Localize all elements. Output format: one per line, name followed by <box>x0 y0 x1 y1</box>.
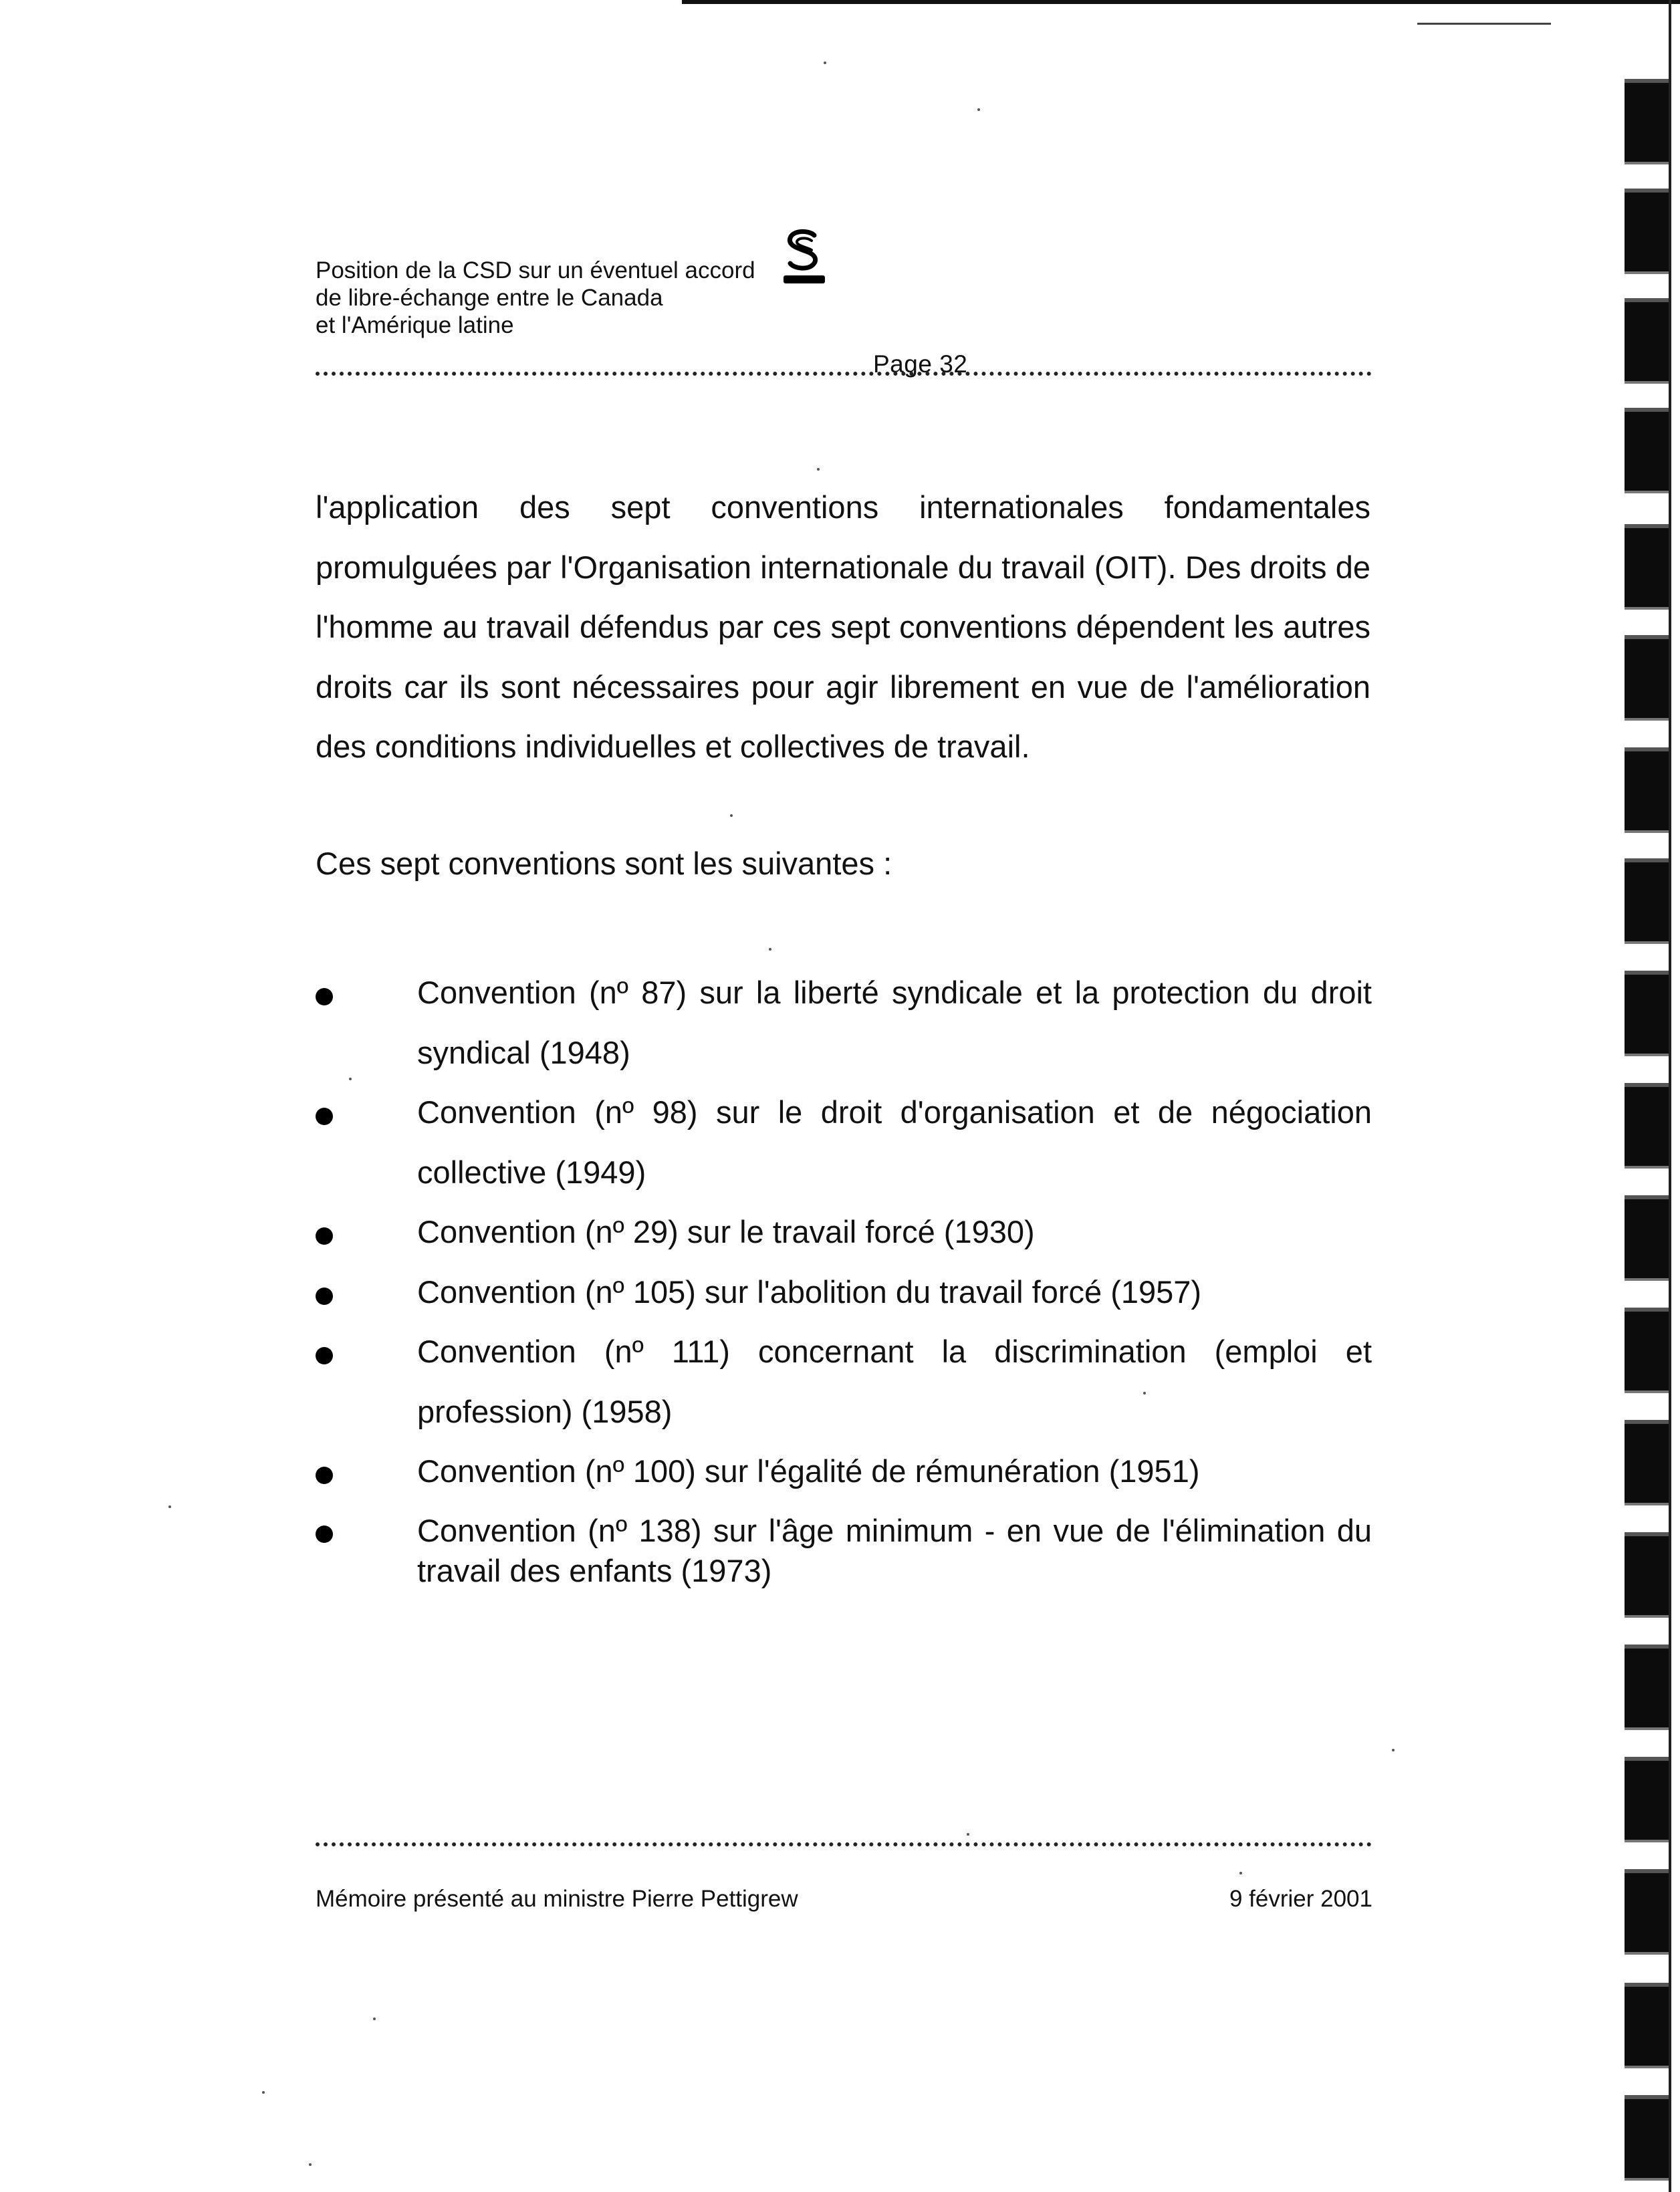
list-item <box>316 1082 1372 1202</box>
binding-hole <box>1625 1420 1669 1505</box>
binding-hole <box>1625 747 1669 833</box>
binding-hole <box>1625 408 1669 493</box>
list-item <box>316 1322 1372 1441</box>
bullet-icon <box>316 1526 333 1543</box>
scan-speck <box>824 62 826 64</box>
footer-memo-label: Mémoire présenté au ministre Pierre Pettigrew <box>316 1886 798 1912</box>
binding-hole <box>1625 524 1669 610</box>
list-item <box>316 1511 1372 1591</box>
scan-speck <box>349 1078 352 1080</box>
binding-hole <box>1625 635 1669 721</box>
list-item-text: Convention (nº 105) sur l'abolition du travail forcé (1957) <box>417 1273 1202 1310</box>
scan-speck <box>1239 1872 1242 1874</box>
scan-speck <box>769 948 771 951</box>
scan-speck <box>967 1833 969 1836</box>
document-title: Position de la CSD sur un éventuel accord de libre-échange entre le Canada et l'Amérique latine <box>316 257 755 338</box>
scan-speck <box>309 2163 312 2166</box>
page-header <box>316 257 1372 339</box>
list-item-text: Convention (nº 29) sur le travail forcé (1930) <box>417 1214 1035 1249</box>
list-item-text: Convention (nº 100) sur l'égalité de rémunération (1951) <box>417 1453 1200 1489</box>
list-item-text: Convention (nº 138) sur l'âge minimum - en vue de l'élimination du travail des enfants (1973) <box>417 1512 1372 1588</box>
binding-hole <box>1625 1869 1669 1955</box>
page-number: Page 32 <box>873 350 968 378</box>
list-item <box>316 963 1372 1082</box>
bullet-icon <box>316 1108 333 1125</box>
binding-hole <box>1625 858 1669 944</box>
scan-speck <box>817 468 820 471</box>
binding-hole <box>1625 1645 1669 1730</box>
binding-hole <box>1625 2095 1669 2181</box>
list-item <box>316 1202 1372 1262</box>
header-dotted-rule <box>316 372 1372 376</box>
scan-top-edge-line <box>1417 23 1551 25</box>
list-item <box>316 1441 1372 1501</box>
scan-speck <box>1392 1749 1395 1751</box>
scan-speck <box>730 814 733 817</box>
binding-hole <box>1625 971 1669 1056</box>
scan-speck <box>168 1505 171 1508</box>
list-item-text: Convention (nº 111) concernant la discrimination (emploi et profession) (1958) <box>417 1334 1372 1429</box>
bullet-icon <box>316 1227 333 1245</box>
conventions-list <box>316 963 1372 1591</box>
bullet-icon <box>316 1347 333 1364</box>
scan-speck <box>977 108 980 111</box>
binding-hole <box>1625 1083 1669 1169</box>
bullet-icon <box>316 1467 333 1484</box>
scan-speck <box>373 2018 376 2020</box>
list-intro: Ces sept conventions sont les suivantes : <box>316 846 892 881</box>
binding-hole <box>1625 79 1669 164</box>
list-item-text: Convention (nº 87) sur la liberté syndicale et la protection du droit syndical (1948) <box>417 975 1372 1070</box>
binding-hole <box>1625 1983 1669 2068</box>
bullet-icon <box>316 1288 333 1305</box>
csd-logo <box>781 227 828 287</box>
list-item <box>316 1262 1372 1322</box>
binding-hole <box>1625 189 1669 274</box>
body-paragraph: l'application des sept conventions internationales fondamentales promulguées par l'Organisation internationale du travail (OIT). Des droits de l'homme au travail défendus par ces sept conventions dépendent les autres droits car ils sont nécessaires pour agir librement en vue de l'amélioration des conditions individuelles et collectives de travail. <box>316 489 1370 764</box>
binding-hole <box>1625 1757 1669 1842</box>
binding-hole <box>1625 298 1669 384</box>
binding-hole <box>1625 1195 1669 1281</box>
binding-hole <box>1625 1308 1669 1393</box>
list-item-text: Convention (nº 98) sur le droit d'organisation et de négociation collective (1949) <box>417 1094 1372 1190</box>
spiral-binding <box>1615 0 1680 2192</box>
scan-speck <box>262 2091 265 2094</box>
footer-date: 9 février 2001 <box>1229 1886 1372 1912</box>
binding-hole <box>1625 1532 1669 1618</box>
bullet-icon <box>316 988 333 1005</box>
scan-speck <box>1143 1392 1146 1394</box>
footer-dotted-rule <box>316 1842 1372 1846</box>
scan-top-edge <box>682 0 1680 9</box>
binding-edge <box>1669 0 1671 2192</box>
